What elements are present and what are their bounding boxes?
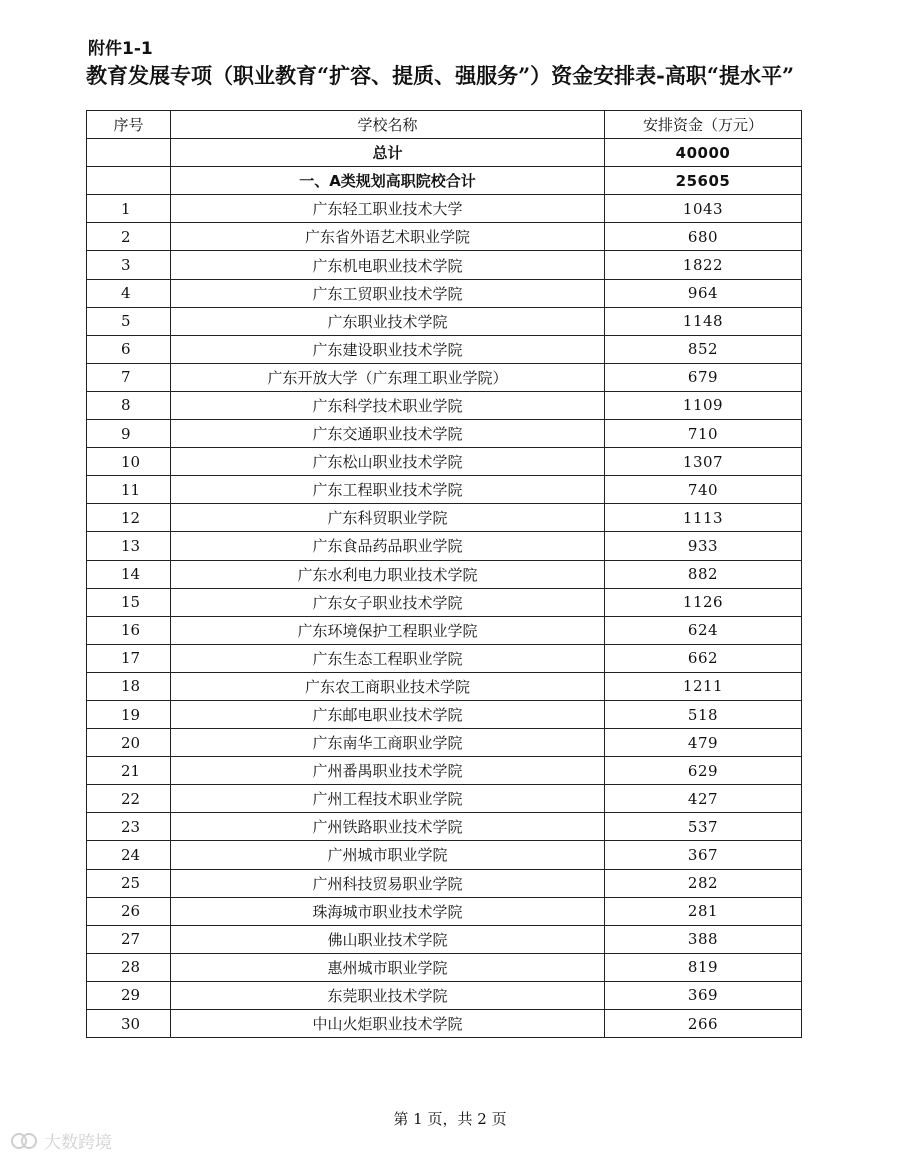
row-index: 13 [87,532,171,560]
row-index: 18 [87,672,171,700]
row-amount: 282 [605,869,802,897]
row-index: 4 [87,279,171,307]
row-index: 12 [87,504,171,532]
row-amount: 369 [605,981,802,1009]
row-school-name: 广州城市职业学院 [171,841,605,869]
row-amount: 662 [605,644,802,672]
row-school-name: 广东环境保护工程职业学院 [171,616,605,644]
table-row [87,729,802,757]
table-row [87,925,802,953]
row-index: 20 [87,729,171,757]
row-amount: 933 [605,532,802,560]
row-index: 5 [87,307,171,335]
row-amount: 1822 [605,251,802,279]
subtotal-row [87,167,802,195]
table-row [87,953,802,981]
watermark-text: 大数跨境 [44,1133,112,1153]
row-amount: 1043 [605,195,802,223]
table-row [87,897,802,925]
row-school-name: 广州铁路职业技术学院 [171,813,605,841]
row-amount: 427 [605,785,802,813]
row-index: 7 [87,363,171,391]
document-title: 教育发展专项（职业教育“扩容、提质、强服务”）资金安排表-高职“提水平” [86,63,795,88]
row-school-name: 广东南华工商职业学院 [171,729,605,757]
row-index: 1 [87,195,171,223]
row-school-name: 广东科贸职业学院 [171,504,605,532]
row-school-name: 广州番禺职业技术学院 [171,757,605,785]
row-amount: 1148 [605,307,802,335]
row-school-name: 广东机电职业技术学院 [171,251,605,279]
row-amount: 679 [605,363,802,391]
table-row [87,841,802,869]
row-amount: 479 [605,729,802,757]
total-row [87,139,802,167]
row-amount: 388 [605,925,802,953]
row-amount: 1109 [605,391,802,419]
row-school-name: 广东农工商职业技术学院 [171,672,605,700]
row-index: 16 [87,616,171,644]
row-amount: 266 [605,1010,802,1038]
row-school-name: 广州科技贸易职业学院 [171,869,605,897]
row-index: 27 [87,925,171,953]
row-school-name: 广东建设职业技术学院 [171,335,605,363]
table-row [87,307,802,335]
row-amount: 710 [605,420,802,448]
row-amount: 964 [605,279,802,307]
row-amount: 882 [605,560,802,588]
table-row [87,785,802,813]
table-row [87,644,802,672]
watermark [10,1128,112,1153]
table-row [87,757,802,785]
row-school-name: 广东职业技术学院 [171,307,605,335]
row-index: 23 [87,813,171,841]
row-index: 8 [87,391,171,419]
total-amount: 40000 [605,139,802,167]
row-amount: 281 [605,897,802,925]
table-row [87,223,802,251]
row-index: 3 [87,251,171,279]
row-amount: 852 [605,335,802,363]
table-row [87,476,802,504]
table-row [87,813,802,841]
table-row [87,420,802,448]
row-amount: 1113 [605,504,802,532]
total-index-cell [87,139,171,167]
row-amount: 740 [605,476,802,504]
row-index: 25 [87,869,171,897]
row-amount: 629 [605,757,802,785]
table-row [87,251,802,279]
fund-allocation-table [86,110,802,1038]
row-index: 24 [87,841,171,869]
row-school-name: 广东女子职业技术学院 [171,588,605,616]
row-index: 28 [87,953,171,981]
header-school-name: 学校名称 [171,111,605,139]
row-index: 22 [87,785,171,813]
subtotal-index-cell [87,167,171,195]
row-school-name: 广东邮电职业技术学院 [171,700,605,728]
table-row [87,448,802,476]
row-amount: 518 [605,700,802,728]
row-school-name: 广东水利电力职业技术学院 [171,560,605,588]
table-header-row [87,111,802,139]
table-row [87,504,802,532]
table-row [87,616,802,644]
table-row [87,532,802,560]
row-index: 6 [87,335,171,363]
subtotal-amount: 25605 [605,167,802,195]
row-school-name: 广东科学技术职业学院 [171,391,605,419]
row-index: 14 [87,560,171,588]
row-school-name: 东莞职业技术学院 [171,981,605,1009]
table-row [87,672,802,700]
page-number: 第 1 页，共 2 页 [393,1110,507,1128]
row-amount: 819 [605,953,802,981]
attachment-label: 附件1-1 [88,39,153,59]
row-amount: 1126 [605,588,802,616]
row-amount: 624 [605,616,802,644]
row-school-name: 中山火炬职业技术学院 [171,1010,605,1038]
row-index: 29 [87,981,171,1009]
header-amount: 安排资金（万元） [605,111,802,139]
table-row [87,391,802,419]
row-amount: 1211 [605,672,802,700]
row-school-name: 广州工程技术职业学院 [171,785,605,813]
table-row [87,195,802,223]
row-school-name: 广东松山职业技术学院 [171,448,605,476]
row-index: 26 [87,897,171,925]
row-school-name: 惠州城市职业学院 [171,953,605,981]
row-index: 10 [87,448,171,476]
table-row [87,1010,802,1038]
row-amount: 680 [605,223,802,251]
row-school-name: 珠海城市职业技术学院 [171,897,605,925]
row-amount: 367 [605,841,802,869]
row-index: 2 [87,223,171,251]
brand-logo-icon [10,1131,40,1151]
row-amount: 1307 [605,448,802,476]
row-school-name: 佛山职业技术学院 [171,925,605,953]
table-row [87,363,802,391]
row-index: 30 [87,1010,171,1038]
subtotal-label: 一、A类规划高职院校合计 [171,167,605,195]
row-school-name: 广东开放大学（广东理工职业学院） [171,363,605,391]
header-index: 序号 [87,111,171,139]
row-index: 11 [87,476,171,504]
row-index: 17 [87,644,171,672]
row-school-name: 广东工贸职业技术学院 [171,279,605,307]
row-school-name: 广东交通职业技术学院 [171,420,605,448]
row-school-name: 广东工程职业技术学院 [171,476,605,504]
row-school-name: 广东轻工职业技术大学 [171,195,605,223]
row-index: 21 [87,757,171,785]
table-row [87,869,802,897]
row-index: 15 [87,588,171,616]
row-school-name: 广东省外语艺术职业学院 [171,223,605,251]
row-index: 9 [87,420,171,448]
table-row [87,700,802,728]
table-row [87,981,802,1009]
row-index: 19 [87,700,171,728]
table-row [87,560,802,588]
table-row [87,588,802,616]
table-row [87,279,802,307]
table-row [87,335,802,363]
row-amount: 537 [605,813,802,841]
row-school-name: 广东食品药品职业学院 [171,532,605,560]
row-school-name: 广东生态工程职业学院 [171,644,605,672]
total-label: 总计 [171,139,605,167]
